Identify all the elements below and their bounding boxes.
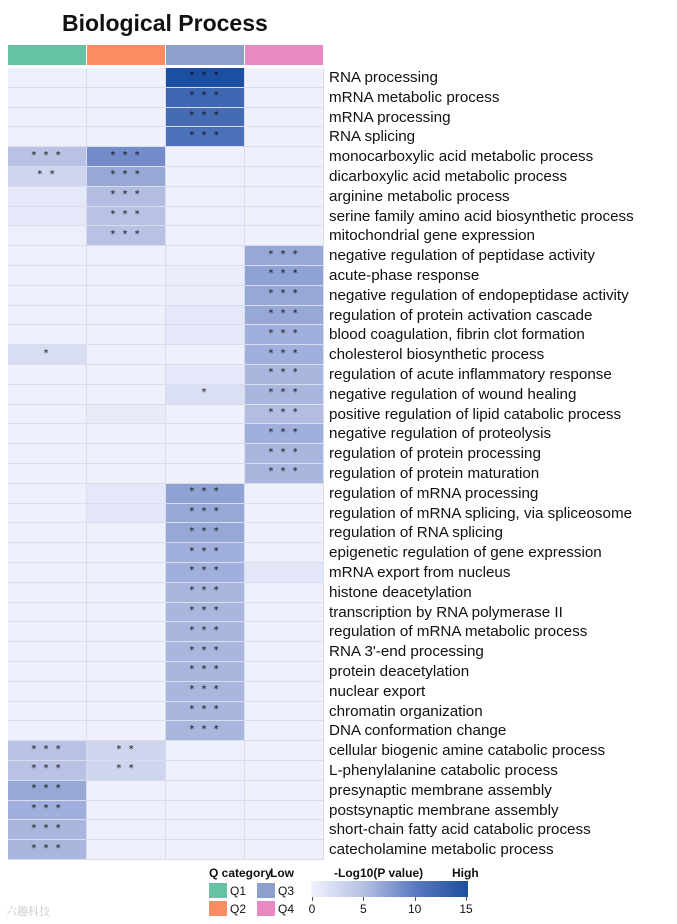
legend-label-q1: Q1	[230, 884, 247, 898]
heatmap-cell	[8, 603, 87, 623]
q-header-q4	[245, 45, 323, 65]
heatmap-cell: * * *	[245, 464, 324, 484]
heatmap-cell	[87, 306, 166, 326]
heatmap-cell	[166, 226, 245, 246]
heatmap-cell: * * *	[8, 781, 87, 801]
heatmap-cell	[166, 444, 245, 464]
heatmap-cell	[245, 820, 324, 840]
heatmap-cell	[87, 563, 166, 583]
legend-title: Q category	[209, 866, 272, 880]
color-scale-bar	[311, 881, 468, 897]
heatmap-cell	[8, 207, 87, 227]
legend-label-q3: Q3	[278, 884, 295, 898]
heatmap-cell	[87, 405, 166, 425]
row-label: regulation of protein maturation	[329, 465, 540, 482]
row-label: blood coagulation, fibrin clot formation	[329, 326, 585, 344]
heatmap-cell	[8, 523, 87, 543]
heatmap-cell: * * *	[166, 88, 245, 108]
heatmap-cell	[8, 464, 87, 484]
heatmap-cell	[87, 246, 166, 266]
q-header-q1	[8, 45, 86, 65]
row-label: cholesterol biosynthetic process	[329, 346, 545, 364]
heatmap-cell: * * *	[245, 246, 324, 266]
heatmap-cell: * * *	[245, 424, 324, 444]
heatmap-cell: * * *	[166, 603, 245, 623]
heatmap-cell: * * *	[8, 741, 87, 761]
row-label: RNA 3'-end processing	[329, 643, 484, 661]
heatmap-cell: * * *	[245, 306, 324, 326]
row-label: arginine metabolic process	[329, 187, 510, 205]
row-label: positive regulation of lipid catabolic process	[329, 405, 622, 423]
heatmap-cell	[245, 207, 324, 227]
row-label: acute-phase response	[329, 267, 480, 284]
heatmap-cell	[166, 187, 245, 207]
heatmap-cell: * * *	[166, 484, 245, 504]
heatmap-cell	[87, 662, 166, 682]
heatmap-cell	[245, 603, 324, 623]
row-label: histone deacetylation	[329, 583, 472, 601]
heatmap-cell: * *	[8, 167, 87, 187]
heatmap-cell	[8, 563, 87, 583]
heatmap-cell	[166, 365, 245, 385]
heatmap-cell	[87, 484, 166, 504]
color-scale-tick-label: 5	[359, 902, 367, 916]
legend-label-q4: Q4	[278, 902, 295, 916]
legend-swatch-q3	[257, 883, 275, 898]
heatmap-cell	[166, 207, 245, 227]
heatmap-cell: * * *	[8, 801, 87, 821]
heatmap-cell: * * *	[166, 127, 245, 147]
row-label: protein deacetylation	[329, 663, 470, 680]
row-label: negative regulation of endopeptidase activity	[329, 286, 629, 304]
heatmap-cell	[245, 781, 324, 801]
color-scale-high-label: High	[452, 866, 479, 880]
heatmap-cell	[87, 682, 166, 702]
row-label: monocarboxylic acid metabolic process	[329, 148, 594, 166]
heatmap-cell	[8, 88, 87, 108]
row-label: RNA processing	[329, 69, 438, 86]
heatmap-cell	[166, 820, 245, 840]
heatmap-cell: * * *	[8, 820, 87, 840]
legend-swatch-q2	[209, 901, 227, 916]
heatmap-cell	[87, 820, 166, 840]
row-label: regulation of mRNA splicing, via spliceosome	[329, 504, 633, 522]
heatmap-cell	[166, 424, 245, 444]
heatmap-cell	[245, 543, 324, 563]
row-label: mitochondrial gene expression	[329, 227, 535, 245]
heatmap-cell	[87, 108, 166, 128]
heatmap-cell: * * *	[166, 563, 245, 583]
heatmap-cell	[8, 622, 87, 642]
heatmap-grid	[8, 68, 324, 860]
heatmap-cell	[8, 108, 87, 128]
heatmap-cell: * *	[87, 761, 166, 781]
heatmap-cell	[87, 68, 166, 88]
row-label: RNA splicing	[329, 128, 416, 146]
heatmap-cell: *	[166, 385, 245, 405]
heatmap-cell	[245, 484, 324, 504]
heatmap-cell	[87, 464, 166, 484]
color-scale-tick	[363, 897, 364, 901]
heatmap-cell: * * *	[166, 583, 245, 603]
heatmap-cell	[87, 721, 166, 741]
heatmap-cell	[87, 286, 166, 306]
row-label: mRNA metabolic process	[329, 88, 500, 106]
heatmap-cell	[8, 385, 87, 405]
heatmap-cell	[245, 68, 324, 88]
row-label: serine family amino acid biosynthetic process	[329, 207, 634, 225]
heatmap-cell: * * *	[245, 286, 324, 306]
heatmap-cell: * * *	[166, 543, 245, 563]
row-label: L-phenylalanine catabolic process	[329, 762, 558, 779]
color-scale-tick	[415, 897, 416, 901]
row-label: mRNA processing	[329, 108, 451, 126]
row-label: epigenetic regulation of gene expression	[329, 544, 602, 562]
heatmap-cell	[87, 840, 166, 860]
heatmap-cell	[166, 306, 245, 326]
color-scale-low-label: Low	[270, 866, 294, 880]
row-label: regulation of protein processing	[329, 445, 541, 463]
legend-swatch-q1	[209, 883, 227, 898]
heatmap-cell: *	[8, 345, 87, 365]
heatmap-cell	[166, 761, 245, 781]
heatmap-cell	[8, 444, 87, 464]
heatmap-cell	[87, 702, 166, 722]
heatmap-cell: * *	[87, 741, 166, 761]
heatmap-cell	[87, 365, 166, 385]
heatmap-cell: * * *	[166, 523, 245, 543]
heatmap-cell	[166, 167, 245, 187]
heatmap-cell: * * *	[166, 702, 245, 722]
row-label: catecholamine metabolic process	[329, 841, 554, 859]
row-label: dicarboxylic acid metabolic process	[329, 168, 568, 185]
heatmap-cell	[87, 444, 166, 464]
heatmap-cell	[245, 741, 324, 761]
heatmap-cell	[8, 682, 87, 702]
heatmap-cell: * * *	[245, 385, 324, 405]
heatmap-cell	[8, 405, 87, 425]
heatmap-cell	[166, 246, 245, 266]
row-label: negative regulation of wound healing	[329, 385, 577, 403]
heatmap-cell	[8, 68, 87, 88]
heatmap-cell	[87, 622, 166, 642]
row-label: negative regulation of proteolysis	[329, 425, 552, 443]
row-label: mRNA export from nucleus	[329, 564, 511, 581]
heatmap-cell	[8, 424, 87, 444]
heatmap-cell	[87, 424, 166, 444]
heatmap-cell	[245, 504, 324, 524]
row-label: short-chain fatty acid catabolic process	[329, 821, 591, 839]
heatmap-cell	[87, 543, 166, 563]
heatmap-cell	[245, 682, 324, 702]
row-label: regulation of protein activation cascade	[329, 306, 593, 324]
row-label: nuclear export	[329, 682, 426, 700]
heatmap-cell	[87, 781, 166, 801]
heatmap-cell	[245, 88, 324, 108]
heatmap-cell	[245, 167, 324, 187]
heatmap-cell: * * *	[87, 226, 166, 246]
heatmap-cell: * * *	[166, 662, 245, 682]
heatmap-cell: * * *	[8, 840, 87, 860]
heatmap-cell	[8, 543, 87, 563]
heatmap-cell	[87, 642, 166, 662]
heatmap-cell	[166, 840, 245, 860]
heatmap-cell	[87, 266, 166, 286]
heatmap-cell	[245, 801, 324, 821]
color-scale-tick-label: 10	[407, 902, 422, 916]
heatmap-cell	[8, 246, 87, 266]
heatmap-cell	[166, 405, 245, 425]
heatmap-cell	[245, 147, 324, 167]
heatmap-cell: * * *	[87, 147, 166, 167]
color-scale-tick-label: 15	[459, 902, 473, 916]
heatmap-cell	[166, 801, 245, 821]
row-label: chromatin organization	[329, 702, 483, 720]
heatmap-cell	[8, 583, 87, 603]
color-scale-title: -Log10(P value)	[334, 866, 424, 880]
heatmap-cell	[87, 603, 166, 623]
heatmap-cell	[8, 484, 87, 504]
heatmap-cell: * * *	[166, 68, 245, 88]
heatmap-cell	[245, 761, 324, 781]
heatmap-cell: * * *	[166, 504, 245, 524]
heatmap-cell	[8, 721, 87, 741]
heatmap-cell	[245, 662, 324, 682]
heatmap-cell	[87, 801, 166, 821]
heatmap-cell	[245, 187, 324, 207]
heatmap-cell: * * *	[166, 721, 245, 741]
q-header-q3	[166, 45, 244, 65]
heatmap-cell	[245, 840, 324, 860]
heatmap-cell: * * *	[245, 266, 324, 286]
heatmap-cell	[166, 741, 245, 761]
row-label: postsynaptic membrane assembly	[329, 801, 559, 819]
heatmap-cell	[87, 127, 166, 147]
heatmap-cell: * * *	[166, 622, 245, 642]
heatmap-cell	[8, 286, 87, 306]
chart-title: Biological Process	[62, 10, 268, 36]
heatmap-cell	[8, 662, 87, 682]
heatmap-cell: * * *	[166, 642, 245, 662]
q-header-q2	[87, 45, 165, 65]
heatmap-cell	[8, 504, 87, 524]
heatmap-cell	[245, 108, 324, 128]
row-label: transcription by RNA polymerase II	[329, 603, 563, 621]
row-label: regulation of RNA splicing	[329, 524, 503, 542]
heatmap-cell	[87, 523, 166, 543]
heatmap-cell	[8, 642, 87, 662]
heatmap-cell	[245, 226, 324, 246]
heatmap-cell	[245, 622, 324, 642]
watermark: 六趣科技	[6, 905, 50, 918]
heatmap-cell	[8, 127, 87, 147]
heatmap-cell	[166, 147, 245, 167]
heatmap-cell	[87, 583, 166, 603]
row-label: regulation of mRNA processing	[329, 484, 539, 502]
heatmap-cell	[245, 721, 324, 741]
heatmap-cell	[8, 702, 87, 722]
heatmap-cell: * * *	[8, 147, 87, 167]
heatmap-cell	[87, 504, 166, 524]
heatmap-cell	[8, 306, 87, 326]
heatmap-cell	[87, 88, 166, 108]
heatmap-cell: * * *	[166, 682, 245, 702]
heatmap-cell: * * *	[166, 108, 245, 128]
heatmap-cell	[8, 226, 87, 246]
heatmap-cell: * * *	[245, 365, 324, 385]
heatmap-cell: * * *	[87, 167, 166, 187]
heatmap-cell	[8, 187, 87, 207]
heatmap-cell: * * *	[245, 405, 324, 425]
heatmap-cell	[8, 325, 87, 345]
row-label: presynaptic membrane assembly	[329, 781, 552, 799]
heatmap-cell	[245, 702, 324, 722]
row-label: regulation of acute inflammatory response	[329, 366, 612, 383]
heatmap-cell	[245, 563, 324, 583]
heatmap-cell	[245, 523, 324, 543]
heatmap-cell	[87, 385, 166, 405]
heatmap-cell: * * *	[245, 444, 324, 464]
row-label: DNA conformation change	[329, 722, 507, 740]
heatmap-cell	[166, 345, 245, 365]
legend-swatch-q4	[257, 901, 275, 916]
heatmap-cell	[87, 325, 166, 345]
row-label: negative regulation of peptidase activity	[329, 247, 595, 265]
heatmap-cell	[166, 464, 245, 484]
heatmap-cell: * * *	[245, 325, 324, 345]
heatmap-cell	[8, 266, 87, 286]
heatmap-cell: * * *	[245, 345, 324, 365]
row-label: regulation of mRNA metabolic process	[329, 623, 588, 641]
color-scale-tick-label: 0	[308, 902, 316, 916]
heatmap-cell	[166, 781, 245, 801]
color-scale-tick	[466, 897, 467, 901]
heatmap-cell	[166, 286, 245, 306]
heatmap-cell: * * *	[87, 187, 166, 207]
row-label: cellular biogenic amine catabolic process	[329, 742, 606, 760]
heatmap-cell	[87, 345, 166, 365]
heatmap-cell	[166, 266, 245, 286]
color-scale-tick	[312, 897, 313, 901]
legend-label-q2: Q2	[230, 902, 247, 916]
heatmap-cell	[245, 642, 324, 662]
heatmap-cell	[8, 365, 87, 385]
heatmap-cell	[245, 127, 324, 147]
heatmap-cell: * * *	[8, 761, 87, 781]
heatmap-cell	[245, 583, 324, 603]
heatmap-cell	[166, 325, 245, 345]
heatmap-cell: * * *	[87, 207, 166, 227]
